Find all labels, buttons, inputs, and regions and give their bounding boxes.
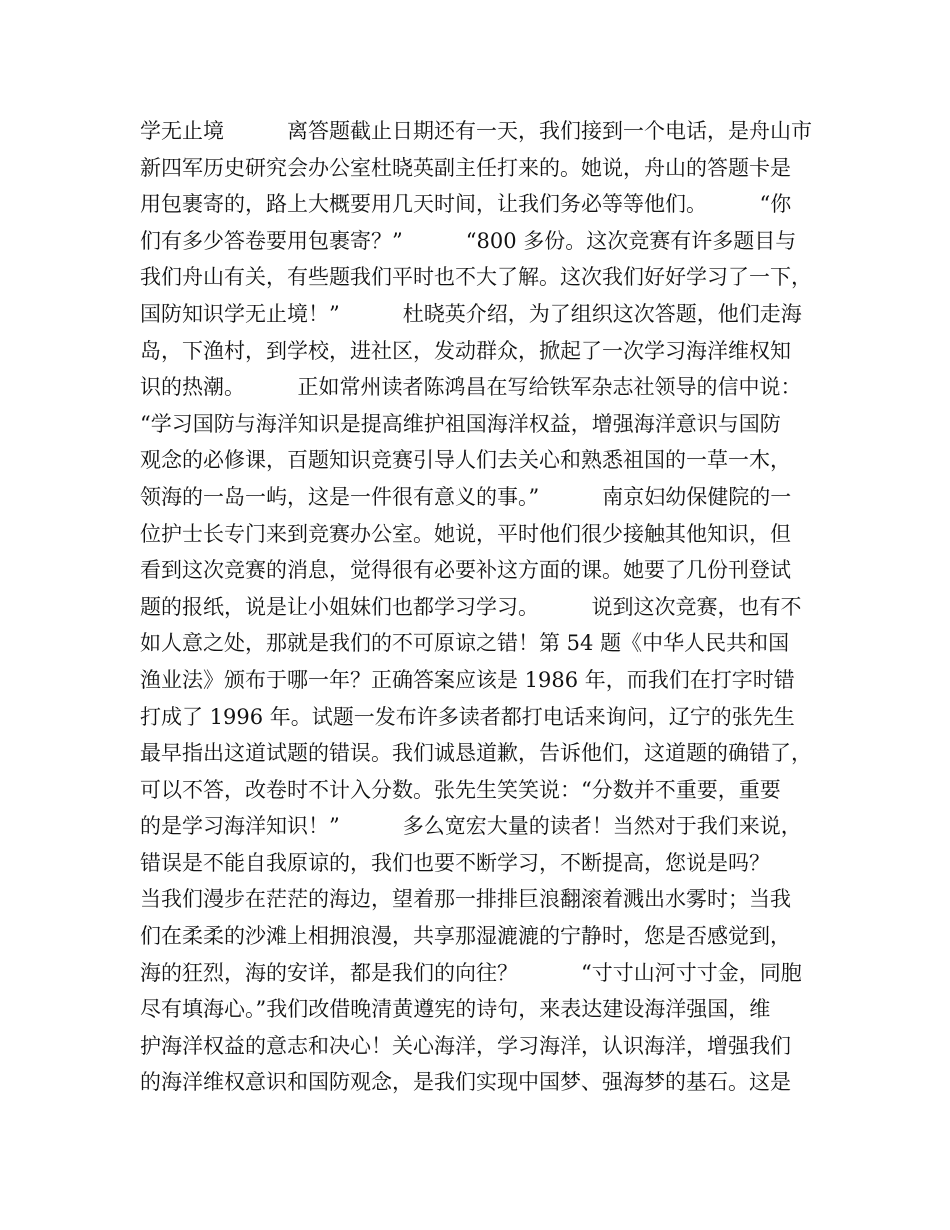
- text-line: 位护士长专门来到竞赛办公室。她说，平时他们很少接触其他知识，但: [140, 521, 791, 546]
- text-line: 当我们漫步在茫茫的海边，望着那一排排巨浪翻滚着溅出水雾时；当我: [140, 887, 791, 912]
- text-line: 识的热潮。 正如常州读者陈鸿昌在写给铁军杂志社领导的信中说：: [140, 375, 802, 400]
- text-line: 们有多少答卷要用包裹寄？” “800 多份。这次竞赛有许多题目与: [140, 228, 797, 253]
- text-line: 用包裹寄的，路上大概要用几天时间，让我们务必等等他们。 “你: [140, 192, 792, 217]
- text-line: 的是学习海洋知识！” 多么宽宏大量的读者！当然对于我们来说，: [140, 814, 802, 839]
- text-line: 我们舟山有关，有些题我们平时也不大了解。这次我们好好学习了一下，: [140, 265, 812, 290]
- text-line: 新四军历史研究会办公室杜晓英副主任打来的。她说，舟山的答题卡是: [140, 155, 791, 180]
- text-line: 可以不答，改卷时不计入分数。张先生笑笑说：“分数并不重要，重要: [140, 777, 781, 802]
- text-line: “学习国防与海洋知识是提高维护祖国海洋权益，增强海洋意识与国防: [140, 411, 781, 436]
- text-line: 学无止境 离答题截止日期还有一天，我们接到一个电话，是舟山市: [140, 119, 812, 143]
- text-line: 海的狂烈，海的安详，都是我们的向往？ “寸寸山河寸寸金，同胞: [140, 960, 802, 985]
- text-line: 的海洋维权意识和国防观念，是我们实现中国梦、强海梦的基石。这是: [140, 1070, 791, 1095]
- text-line: 尽有填海心。”我们改借晚清黄遵宪的诗句，来表达建设海洋强国，维: [140, 997, 771, 1022]
- text-line: 错误是不能自我原谅的，我们也要不断学习，不断提高，您说是吗？: [140, 850, 770, 875]
- text-line: 最早指出这道试题的错误。我们诚恳道歉，告诉他们，这道题的确错了，: [140, 741, 812, 766]
- text-line: 国防知识学无止境！” 杜晓英介绍，为了组织这次答题，他们走海: [140, 301, 802, 326]
- body-text: [140, 113, 820, 1101]
- text-line: 们在柔柔的沙滩上相拥浪漫，共享那湿漉漉的宁静时，您是否感觉到，: [140, 924, 791, 949]
- text-line: 打成了 1996 年。试题一发布许多读者都打电话来询问，辽宁的张先生: [140, 704, 795, 729]
- text-line: 看到这次竞赛的消息，觉得很有必要补这方面的课。她要了几份刊登试: [140, 558, 791, 583]
- text-line: 观念的必修课，百题知识竞赛引导人们去关心和熟悉祖国的一草一木，: [140, 448, 791, 473]
- text-line: 领海的一岛一屿，这是一件很有意义的事。” 南京妇幼保健院的一: [140, 484, 792, 509]
- text-line: 渔业法》颁布于哪一年？正确答案应该是 1986 年，而我们在打字时错: [140, 667, 795, 692]
- text-line: 护海洋权益的意志和决心！关心海洋，学习海洋，认识海洋，增强我们: [140, 1033, 791, 1058]
- text-line: 如人意之处，那就是我们的不可原谅之错！第 54 题《中华人民共和国: [140, 631, 790, 656]
- text-line: 题的报纸，说是让小姐妹们也都学习学习。 说到这次竞赛，也有不: [140, 594, 802, 619]
- text-line: 岛，下渔村，到学校，进社区，发动群众，掀起了一次学习海洋维权知: [140, 338, 791, 363]
